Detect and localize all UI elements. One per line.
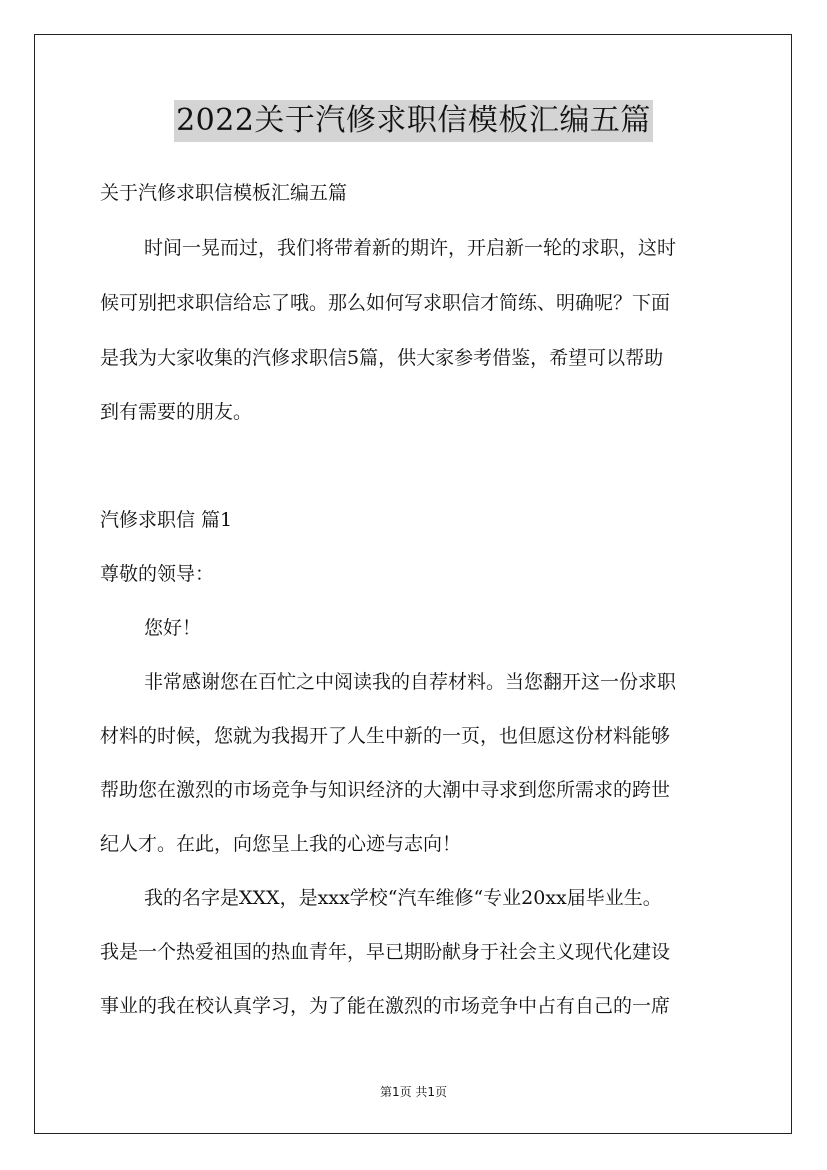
paragraph-line: 纪人才。在此，向您呈上我的心迹与志向！ [100,833,462,855]
page-number-label: 第1页 共1页 [379,1085,448,1099]
greeting: 您好！ [144,617,202,639]
document-title: 2022关于汽修求职信模板汇编五篇 [174,100,653,142]
paragraph-line: 事业的我在校认真学习，为了能在激烈的市场竞争中占有自己的一席 [100,995,671,1017]
intro-line: 到有需要的朋友。 [100,401,253,423]
section-heading: 汽修求职信 篇1 [100,509,233,531]
page-footer [0,1083,827,1100]
title-container [0,100,827,142]
document-subtitle: 关于汽修求职信模板汇编五篇 [100,182,348,204]
intro-line: 时间一晃而过，我们将带着新的期许，开启新一轮的求职，这时 [144,237,677,259]
salutation: 尊敬的领导： [100,563,215,585]
paragraph-line: 材料的时候，您就为我揭开了人生中新的一页，也但愿这份材料能够 [100,725,671,747]
paragraph-line: 我是一个热爱祖国的热血青年，早已期盼献身于社会主义现代化建设 [100,941,671,963]
intro-line: 候可别把求职信给忘了哦。那么如何写求职信才简练、明确呢？下面 [100,292,671,314]
intro-line: 是我为大家收集的汽修求职信5篇，供大家参考借鉴，希望可以帮助 [100,347,664,369]
paragraph-line: 我的名字是XXX，是xxx学校“汽车维修“专业20xx届毕业生。 [144,887,662,909]
paragraph-line: 帮助您在激烈的市场竞争与知识经济的大潮中寻求到您所需求的跨世 [100,779,671,801]
paragraph-line: 非常感谢您在百忙之中阅读我的自荐材料。当您翻开这一份求职 [144,671,677,693]
